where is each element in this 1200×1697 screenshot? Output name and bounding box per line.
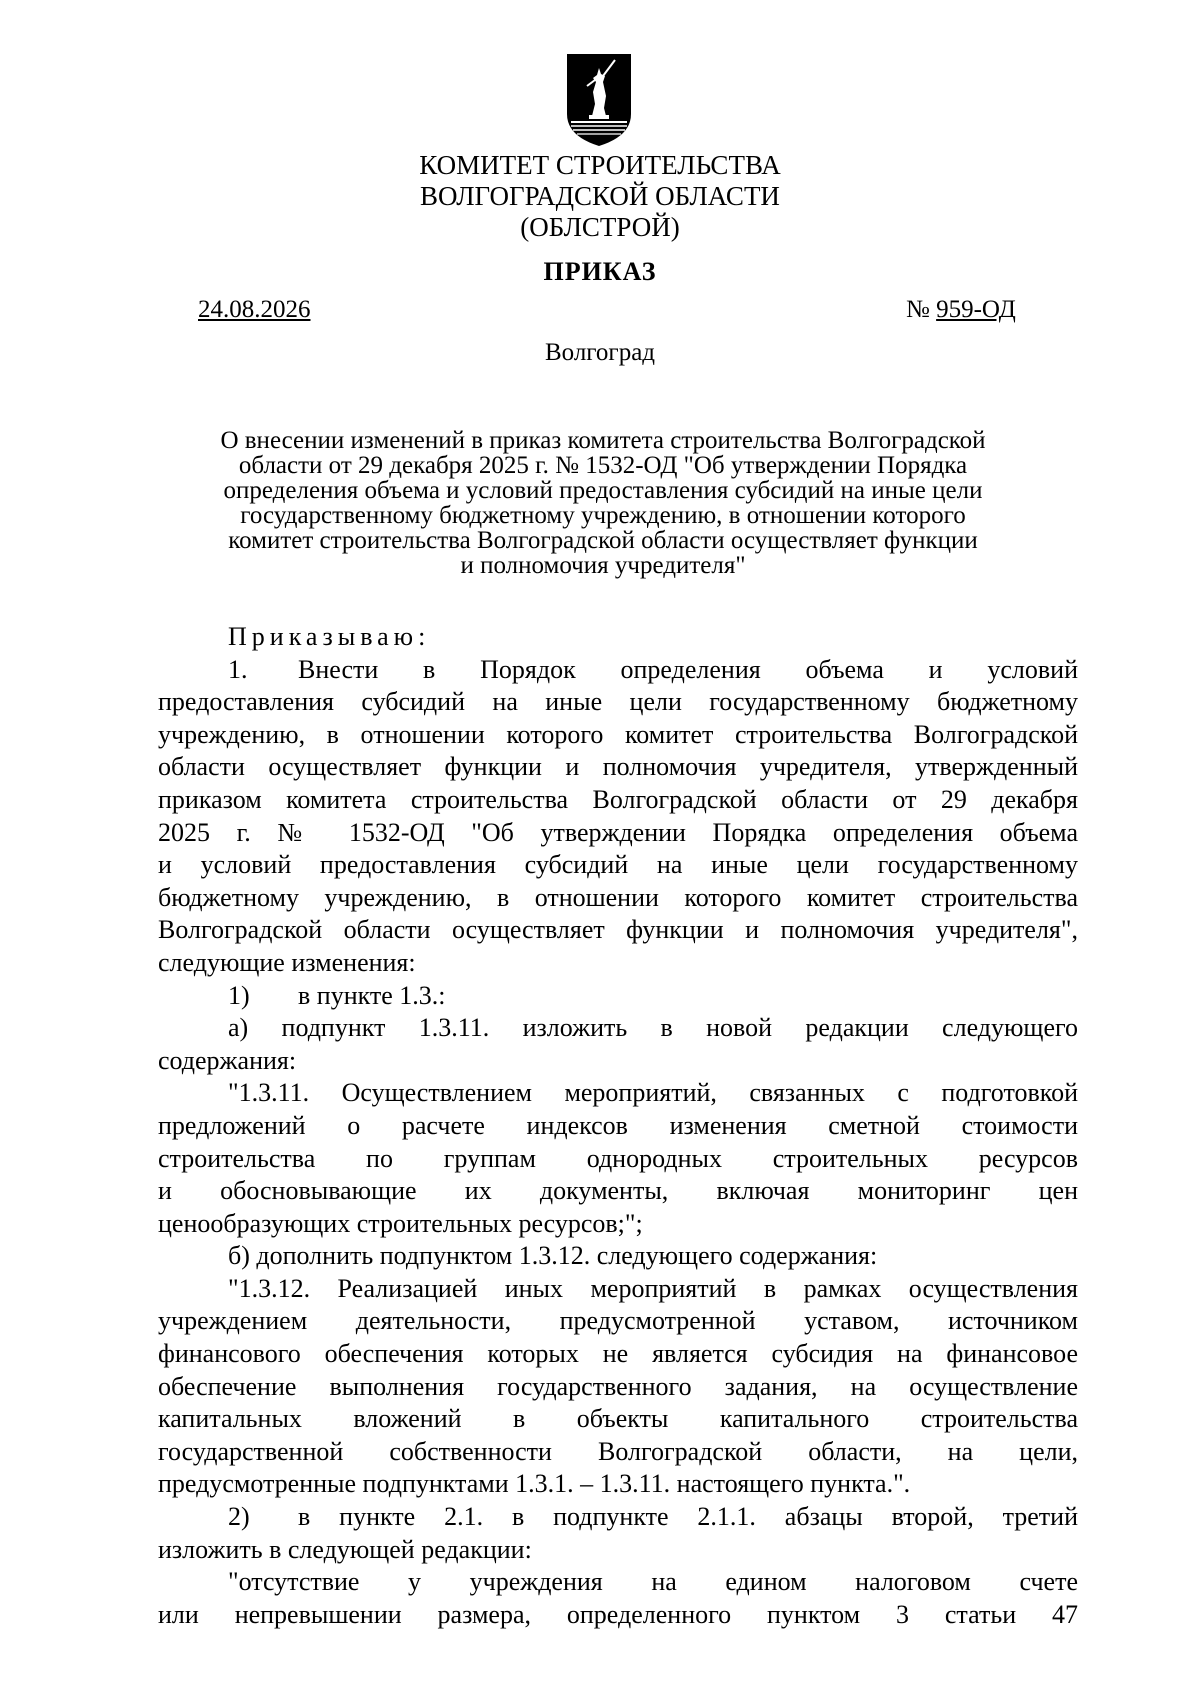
document-number	[906, 296, 1016, 324]
body-line: области осуществляет функции и полномочия учредителя, утвержденный	[158, 752, 1078, 782]
body-line: предусмотренные подпунктами 1.3.1. – 1.3.11. настоящего пункта.".	[158, 1469, 911, 1499]
body-line: государственной собственности Волгоградской области, на цели,	[158, 1436, 1078, 1466]
subject-line: О внесении изменений в приказ комитета строительства Волгоградской	[220, 427, 986, 454]
body-line: изложить в следующей редакции:	[158, 1534, 532, 1564]
body-line: обеспечение выполнения государственного задания, на осуществление	[158, 1371, 1078, 1401]
body-line: и обосновывающие их документы, включая мониторинг цен	[158, 1176, 1078, 1206]
body-line: и условий предоставления субсидий на иные цели государственному	[158, 850, 1078, 880]
body-line: Волгоградской области осуществляет функции и полномочия учредителя",	[158, 915, 1078, 945]
body-line: или непревышении размера, определенного пунктом 3 статьи 47	[158, 1599, 1078, 1629]
subject-line: области от 29 декабря 2025 г. № 1532-ОД "Об утверждении Порядка	[238, 452, 968, 479]
body-line: финансового обеспечения которых не является субсидия на финансовое	[158, 1339, 1078, 1369]
body-line: содержания:	[158, 1045, 297, 1075]
subject-line: комитет строительства Волгоградской области осуществляет функции	[228, 527, 978, 554]
body-line: "отсутствие у учреждения на едином налоговом счете	[228, 1567, 1078, 1597]
body-line: капитальных вложений в объекты капитального строительства	[158, 1404, 1078, 1434]
body-line: б) дополнить подпунктом 1.3.12. следующего содержания:	[228, 1241, 878, 1271]
body-line: 2) в пункте 2.1. в подпункте 2.1.1. абзацы второй, третий	[228, 1502, 1078, 1532]
body-line: предложений о расчете индексов изменения сметной стоимости	[158, 1110, 1078, 1140]
document-city: Волгоград	[544, 339, 656, 366]
coat-of-arms-icon	[565, 52, 633, 148]
document-subject	[170, 428, 1036, 578]
order-word: Приказываю:	[228, 622, 431, 651]
number-prefix: №	[906, 296, 937, 323]
body-line: предоставления субсидий на иные цели государственному бюджетному	[158, 687, 1078, 717]
body-line: следующие изменения:	[158, 947, 416, 977]
body-line: строительства по группам однородных строительных ресурсов	[158, 1143, 1078, 1173]
body-line: ценообразующих строительных ресурсов;";	[158, 1208, 643, 1238]
organization-name	[150, 150, 1050, 243]
document-date: 24.08.2026	[198, 296, 311, 323]
subject-line: государственному бюджетному учреждению, в отношении которого	[240, 502, 966, 529]
subject-line: определения объема и условий предоставления субсидий на иные цели	[223, 477, 983, 504]
org-line: (ОБЛСТРОЙ)	[520, 212, 680, 242]
body-line: учреждению, в отношении которого комитет строительства Волгоградской	[158, 719, 1078, 749]
body-line: 1) в пункте 1.3.:	[228, 980, 446, 1010]
body-line: а) подпункт 1.3.11. изложить в новой редакции следующего	[228, 1013, 1078, 1043]
body-line: "1.3.11. Осуществлением мероприятий, связанных с подготовкой	[228, 1078, 1078, 1108]
body-line: "1.3.12. Реализацией иных мероприятий в рамках осуществления	[228, 1273, 1078, 1303]
body-line: приказом комитета строительства Волгоградской области от 29 декабря	[158, 784, 1078, 814]
body-line: бюджетному учреждению, в отношении которого комитет строительства	[158, 882, 1078, 912]
document-type: ПРИКАЗ	[543, 257, 657, 286]
body-line: учреждением деятельности, предусмотренной уставом, источником	[158, 1306, 1078, 1336]
org-line: КОМИТЕТ СТРОИТЕЛЬСТВА	[419, 150, 781, 180]
subject-line: и полномочия учредителя"	[460, 552, 746, 579]
number-value: 959-ОД	[936, 296, 1016, 323]
body-line: 1. Внести в Порядок определения объема и условий	[228, 654, 1078, 684]
body-line: 2025 г. № 1532-ОД "Об утверждении Порядка определения объема	[158, 817, 1078, 847]
document-body	[158, 621, 1078, 1631]
org-line: ВОЛГОГРАДСКОЙ ОБЛАСТИ	[420, 181, 780, 211]
